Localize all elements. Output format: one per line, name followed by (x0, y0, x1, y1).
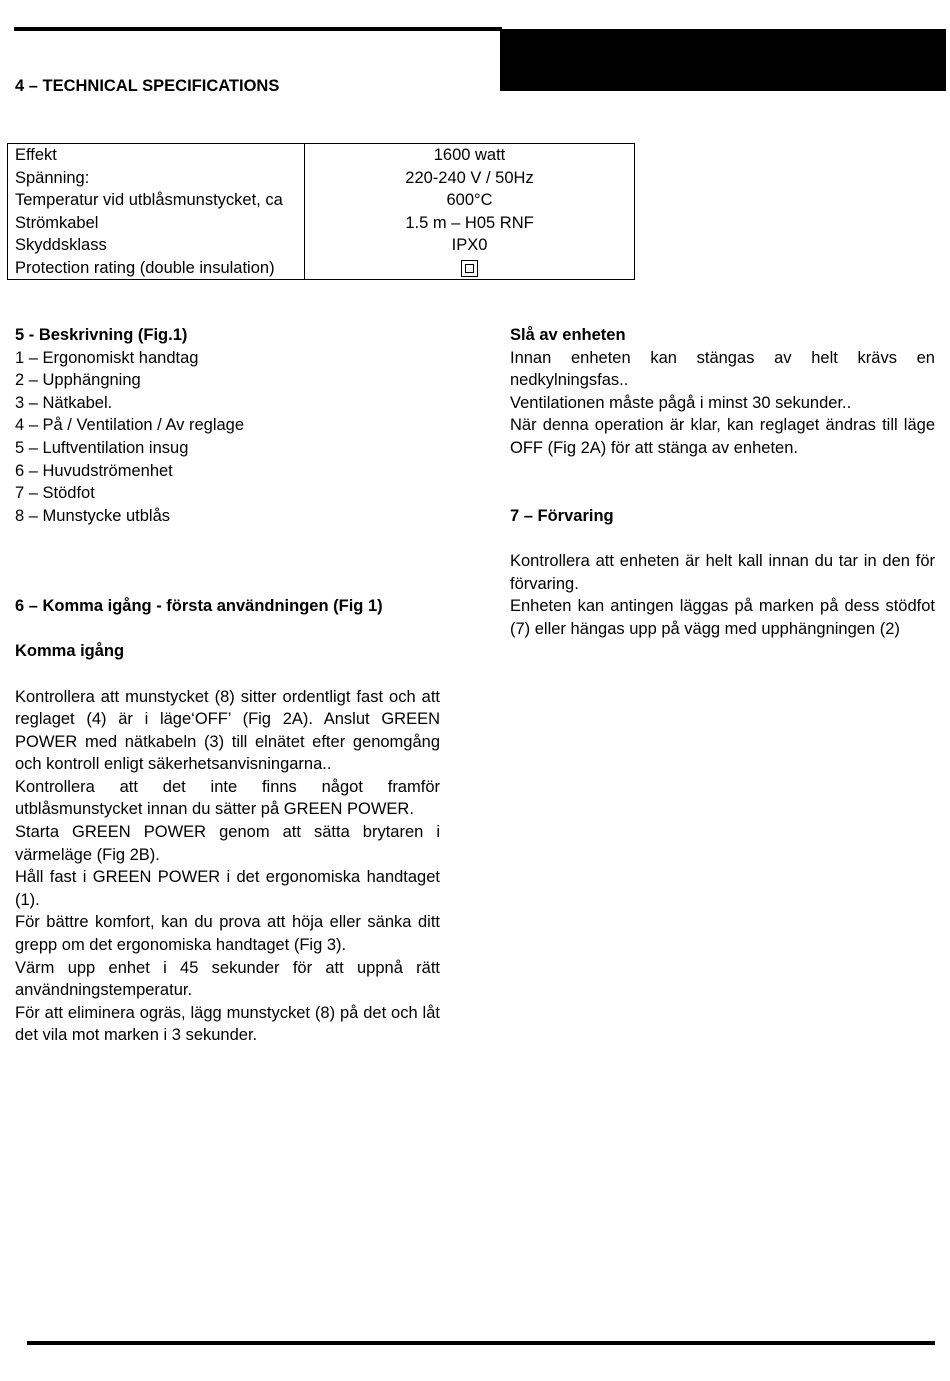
paragraph: Ventilationen måste pågå i minst 30 sekunder.. (510, 393, 852, 412)
spec-label: Effekt (15, 146, 57, 164)
table-row (8, 212, 635, 235)
section-6-subtitle: Komma igång (15, 642, 125, 661)
paragraph: Starta GREEN POWER genom att sätta brytaren i värmeläge (Fig 2B). (15, 823, 440, 864)
paragraph: För att eliminera ogräs, lägg munstycket (8) på det och låt det vila mot marken i 3 sekunder. (15, 1003, 440, 1045)
section-6-title: 6 – Komma igång - första användningen (Fig 1) (15, 597, 383, 616)
table-row (8, 167, 635, 190)
left-column (15, 324, 440, 1047)
list-item: 7 – Stödfot (15, 484, 95, 503)
paragraph: När denna operation är klar, kan reglaget ändras till läge OFF (Fig 2A) för att stänga av enheten. (510, 416, 935, 457)
paragraph: Kontrollera att munstycket (8) sitter ordentligt fast och att reglaget (4) är i läge‘OFF’ (Fig 2A). Anslut GREEN POWER med nätkabeln (3) till elnätet efter genomgång och kontroll enligt säkerhetsanvisningarna.. (15, 687, 440, 774)
list-item: 3 – Nätkabel. (15, 393, 113, 412)
section-7-title: 7 – Förvaring (510, 506, 614, 525)
top-rule (14, 27, 502, 31)
table-row (8, 189, 635, 212)
spec-label: Protection rating (double insulation) (15, 258, 275, 277)
turn-off-title: Slå av enheten (510, 326, 626, 344)
paragraph: Kontrollera att enheten är helt kall innan du tar in den för förvaring. (510, 551, 935, 593)
double-insulation-icon (461, 260, 478, 277)
table-row (8, 257, 635, 280)
paragraph: För bättre komfort, kan du prova att höja eller sänka ditt grepp om det ergonomiska handtaget (Fig 3). (15, 913, 440, 955)
list-item: 6 – Huvudströmenhet (15, 461, 173, 480)
list-item: 5 – Luftventilation insug (15, 438, 189, 457)
spec-value: 1.5 m – H05 RNF (305, 212, 635, 235)
header-black-block (500, 29, 946, 91)
spec-label: Spänning: (15, 168, 90, 187)
spec-value: 1600 watt (305, 144, 635, 167)
paragraph: Innan enheten kan stängas av helt krävs en nedkylningsfas.. (510, 348, 935, 390)
list-item: 2 – Upphängning (15, 371, 141, 390)
list-item: 8 – Munstycke utblås (15, 506, 170, 525)
paragraph: Enheten kan antingen läggas på marken på dess stödfot (7) eller hängas upp på vägg med upphängningen (2) (510, 597, 935, 638)
spec-table (7, 143, 635, 280)
table-row (8, 144, 635, 167)
spec-label: Skyddsklass (15, 236, 107, 254)
spec-label: Temperatur vid utblåsmunstycket, ca (15, 191, 283, 209)
paragraph: Kontrollera att det inte finns något framför utblåsmunstycket innan du sätter på GREEN POWER. (15, 777, 440, 819)
list-item: 4 – På / Ventilation / Av reglage (15, 416, 245, 435)
section-4-title: 4 – TECHNICAL SPECIFICATIONS (15, 77, 280, 95)
paragraph: Värm upp enhet i 45 sekunder för att uppnå rätt användningstemperatur. (15, 958, 440, 1000)
bottom-rule (27, 1341, 935, 1345)
spec-value: 600°C (305, 189, 635, 212)
list-item: 1 – Ergonomiskt handtag (15, 348, 199, 367)
spec-value: IPX0 (305, 234, 635, 257)
table-row (8, 234, 635, 257)
right-column (510, 324, 935, 640)
spec-value (305, 257, 635, 280)
spec-value: 220-240 V / 50Hz (305, 167, 635, 190)
section-5-title: 5 - Beskrivning (Fig.1) (15, 326, 188, 344)
spec-label: Strömkabel (15, 213, 99, 232)
paragraph: Håll fast i GREEN POWER i det ergonomiska handtaget (1). (15, 868, 440, 909)
